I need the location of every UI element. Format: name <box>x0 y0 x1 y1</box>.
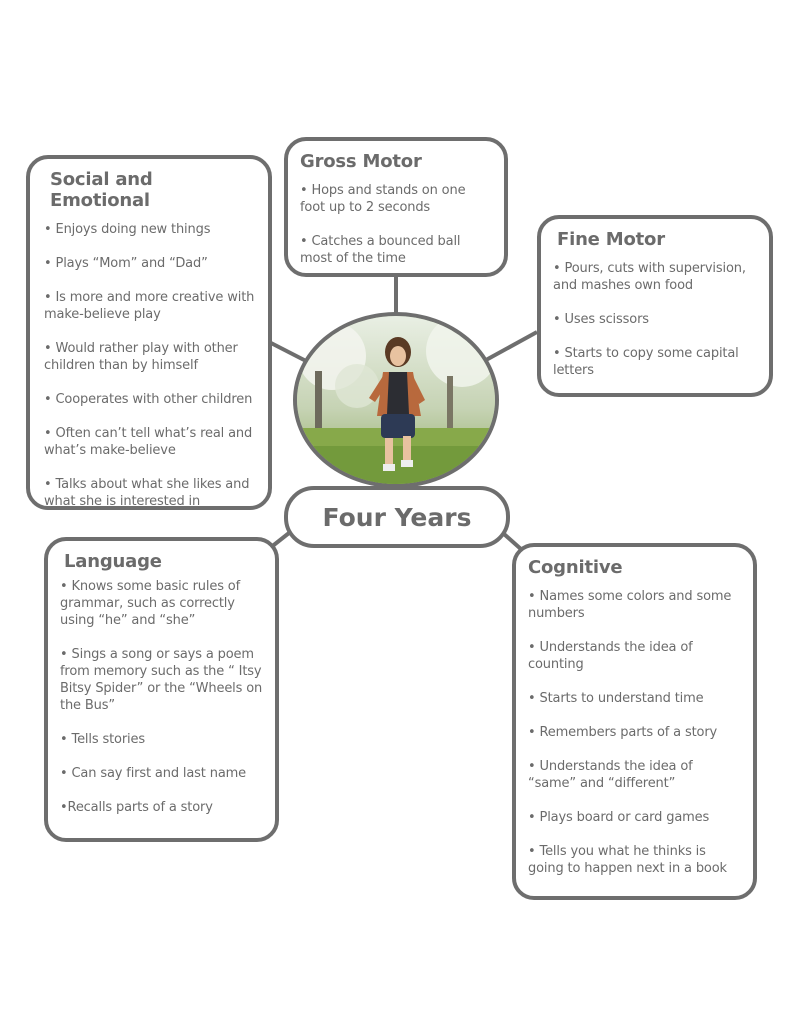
list-item: • Plays board or card games <box>528 810 710 825</box>
list-item: • Is more and more creative with make-believe play <box>44 290 255 322</box>
gross-motor-title: Gross Motor <box>300 151 422 172</box>
cognitive-title: Cognitive <box>528 557 623 578</box>
list-item: • Starts to copy some capital letters <box>553 346 739 378</box>
fine-motor-title: Fine Motor <box>557 229 665 250</box>
list-item: • Enjoys doing new things <box>44 222 211 237</box>
language-box <box>44 537 279 842</box>
list-item: • Would rather play with other children than by himself <box>44 341 238 373</box>
social-emotional-list <box>44 221 256 510</box>
list-item: • Hops and stands on one foot up to 2 seconds <box>300 183 466 215</box>
list-item: • Understands the idea of “same” and “different” <box>528 759 693 791</box>
list-item: • Plays “Mom” and “Dad” <box>44 256 208 271</box>
list-item: • Sings a song or says a poem from memory such as the “ Itsy Bitsy Spider” or the “Wheels on the Bus” <box>60 647 263 713</box>
list-item: • Cooperates with other children <box>44 392 253 407</box>
social-emotional-title: Social and Emotional <box>50 169 153 211</box>
list-item: • Remembers parts of a story <box>528 725 718 740</box>
list-item: • Knows some basic rules of grammar, such as correctly using “he” and “she” <box>60 579 241 628</box>
gross-motor-box <box>284 137 508 277</box>
list-item: • Tells stories <box>60 732 145 747</box>
list-item: • Often can’t tell what’s real and what’s make-believe <box>44 426 253 458</box>
fine-motor-box <box>537 215 773 397</box>
list-item: • Pours, cuts with supervision, and mashes own food <box>553 261 746 293</box>
language-title: Language <box>64 551 162 572</box>
connector-social <box>271 343 308 362</box>
cognitive-list <box>528 588 741 877</box>
social-emotional-box <box>26 155 272 510</box>
gross-motor-list <box>300 182 492 267</box>
list-item: • Names some colors and some numbers <box>528 589 732 621</box>
list-item: • Can say first and last name <box>60 766 247 781</box>
list-item: •Recalls parts of a story <box>60 800 213 815</box>
list-item: • Uses scissors <box>553 312 649 327</box>
list-item: • Starts to understand time <box>528 691 704 706</box>
child-running-image <box>297 316 495 484</box>
child-photo <box>293 312 499 488</box>
list-item: • Tells you what he thinks is going to happen next in a book <box>528 844 727 876</box>
fine-motor-list <box>553 260 757 379</box>
list-item: • Understands the idea of counting <box>528 640 693 672</box>
center-age-label: Four Years <box>284 486 510 548</box>
connector-fine <box>486 332 537 360</box>
language-list <box>60 578 263 816</box>
list-item: • Talks about what she likes and what she is interested in <box>44 477 250 509</box>
list-item: • Catches a bounced ball most of the time <box>300 234 461 266</box>
cognitive-box <box>512 543 757 900</box>
